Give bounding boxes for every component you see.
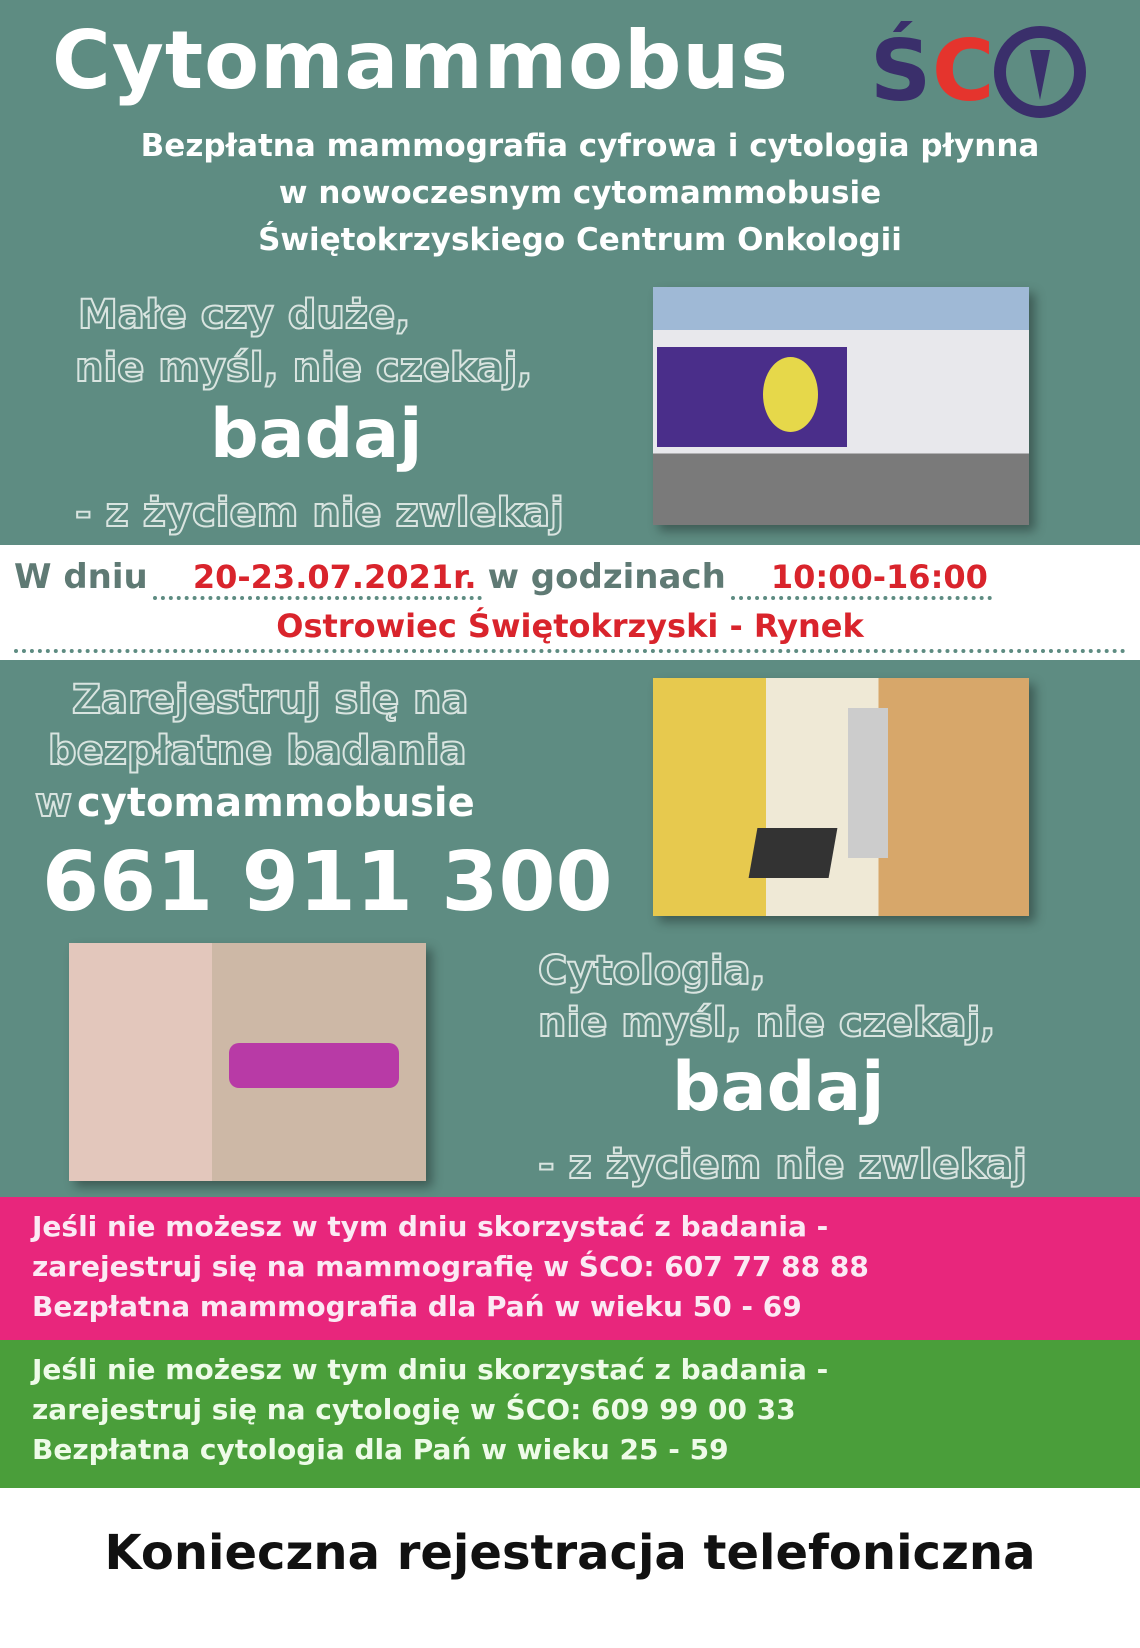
cytology-info-band <box>0 1340 1140 1488</box>
hours-label: w godzinach <box>487 557 726 597</box>
page-title: Cytomammobus <box>52 14 789 107</box>
mammography-room-photo <box>653 678 1029 916</box>
registration-phone: 661 911 300 <box>42 835 613 930</box>
register-emphasis: cytomammobusie <box>77 780 475 826</box>
slogan-line: nie myśl, nie czekaj, <box>538 1000 996 1046</box>
slogan-line: nie myśl, nie czekaj, <box>75 345 533 391</box>
sco-logo <box>870 20 1100 130</box>
slogan-emphasis: badaj <box>210 395 423 474</box>
register-line: bezpłatne badania <box>48 728 467 774</box>
footer-note: Konieczna rejestracja telefoniczna <box>104 1525 1036 1581</box>
slogan-emphasis: badaj <box>672 1048 885 1127</box>
event-date: 20-23.07.2021r. <box>192 558 477 596</box>
info-line: Bezpłatna cytologia dla Pań w wieku 25 - 59 <box>32 1433 729 1466</box>
event-location: Ostrowiec Świętokrzyski - Rynek <box>276 607 864 645</box>
slogan-line: - z życiem nie zwlekaj <box>75 490 564 536</box>
info-line: Bezpłatna mammografia dla Pań w wieku 50 - 69 <box>32 1290 802 1323</box>
schedule-band <box>0 545 1140 660</box>
info-line: zarejestruj się na cytologię w ŚCO: 609 99 00 33 <box>32 1393 796 1426</box>
info-line: zarejestruj się na mammografię w ŚCO: 607 77 88 88 <box>32 1250 869 1283</box>
svg-text:C: C <box>932 22 995 121</box>
info-line: Jeśli nie możesz w tym dniu skorzystać z badania - <box>32 1210 829 1243</box>
cytomammobus-photo <box>653 287 1029 525</box>
slogan-line: Cytologia, <box>538 948 766 994</box>
subtitle-line: Bezpłatna mammografia cyfrowa i cytologia płynna <box>140 128 1040 164</box>
register-line: w <box>35 780 72 826</box>
event-hours: 10:00-16:00 <box>770 558 988 596</box>
subtitle-line: w nowoczesnym cytomammobusie <box>278 175 882 211</box>
mammography-info-band <box>0 1197 1140 1340</box>
info-line: Jeśli nie możesz w tym dniu skorzystać z badania - <box>32 1353 829 1386</box>
slogan-line: Małe czy duże, <box>78 292 411 338</box>
gynecology-room-photo <box>69 943 426 1181</box>
svg-text:Ś: Ś <box>870 22 932 121</box>
date-label: W dniu <box>14 557 148 597</box>
subtitle-line: Świętokrzyskiego Centrum Onkologii <box>258 222 902 258</box>
register-line: Zarejestruj się na <box>72 677 469 723</box>
slogan-line: - z życiem nie zwlekaj <box>538 1142 1027 1188</box>
